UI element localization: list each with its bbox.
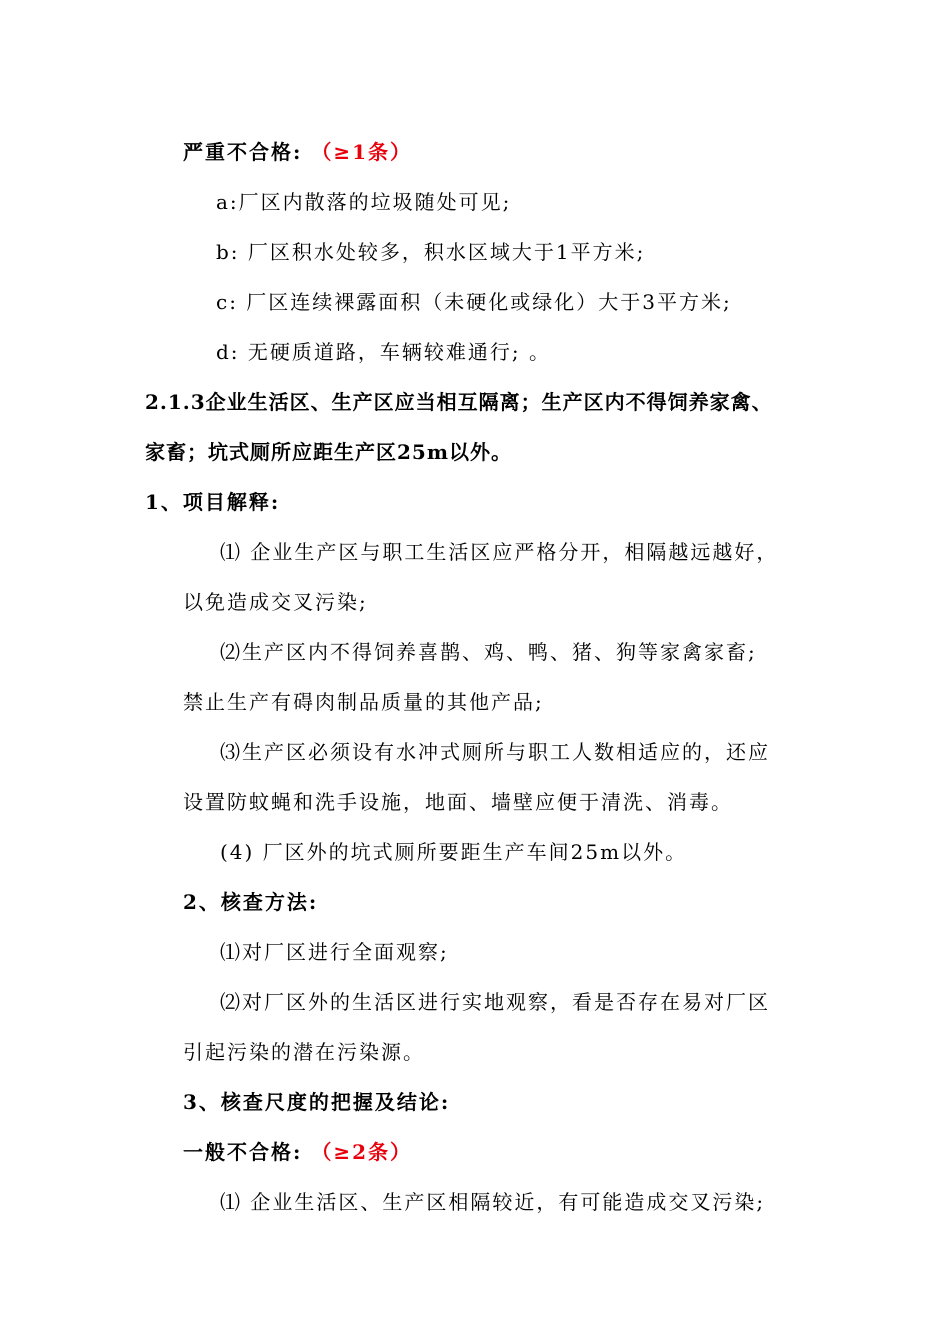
explanation-p3-line1: ⑶生产区必须设有水冲式厕所与职工人数相适应的，还应: [220, 740, 770, 764]
explanation-title: 1、项目解释:: [145, 490, 281, 514]
explanation-p2-line1: ⑵生产区内不得饲养喜鹊、鸡、鸭、猪、狗等家禽家畜;: [220, 640, 757, 664]
conclusion-title: 3、核查尺度的把握及结论:: [183, 1090, 451, 1114]
general-fail-label: 一般不合格:: [183, 1140, 303, 1164]
section-heading-line2: 家畜；坑式厕所应距生产区25m以外。: [145, 440, 512, 464]
serious-fail-item-c: c: 厂区连续裸露面积（未硬化或绿化）大于3平方米;: [216, 290, 732, 314]
explanation-p3-line2: 设置防蚊蝇和洗手设施，地面、墙壁应便于清洗、消毒。: [183, 790, 733, 814]
method-p2-line2: 引起污染的潜在污染源。: [183, 1040, 425, 1064]
serious-fail-item-d: d: 无硬质道路，车辆较难通行; 。: [216, 340, 551, 364]
serious-fail-label: 严重不合格:: [183, 140, 303, 164]
method-title: 2、核查方法:: [183, 890, 319, 914]
explanation-p2-line2: 禁止生产有碍肉制品质量的其他产品;: [183, 690, 544, 714]
explanation-p4-line1: (4) 厂区外的坑式厕所要距生产车间25m以外。: [220, 840, 688, 864]
conclusion-p1-line1: ⑴ 企业生活区、生产区相隔较近，有可能造成交叉污染;: [220, 1190, 766, 1214]
serious-fail-item-a: a:厂区内散落的垃圾随处可见;: [216, 190, 512, 214]
general-fail-criterion: （≥2条）: [311, 1140, 413, 1164]
method-p2-line1: ⑵对厂区外的生活区进行实地观察，看是否存在易对厂区: [220, 990, 770, 1014]
serious-fail-heading: [183, 138, 412, 166]
serious-fail-criterion: （≥1条）: [311, 140, 413, 164]
section-heading-line1: 2.1.3企业生活区、生产区应当相互隔离；生产区内不得饲养家禽、: [145, 390, 773, 414]
explanation-p1-line2: 以免造成交叉污染;: [183, 590, 368, 614]
explanation-p1-line1: ⑴ 企业生产区与职工生活区应严格分开，相隔越远越好，: [220, 540, 779, 564]
method-p1-line1: ⑴对厂区进行全面观察;: [220, 940, 449, 964]
general-fail-heading: [183, 1138, 412, 1166]
serious-fail-item-b: b: 厂区积水处较多，积水区域大于1平方米;: [216, 240, 646, 264]
